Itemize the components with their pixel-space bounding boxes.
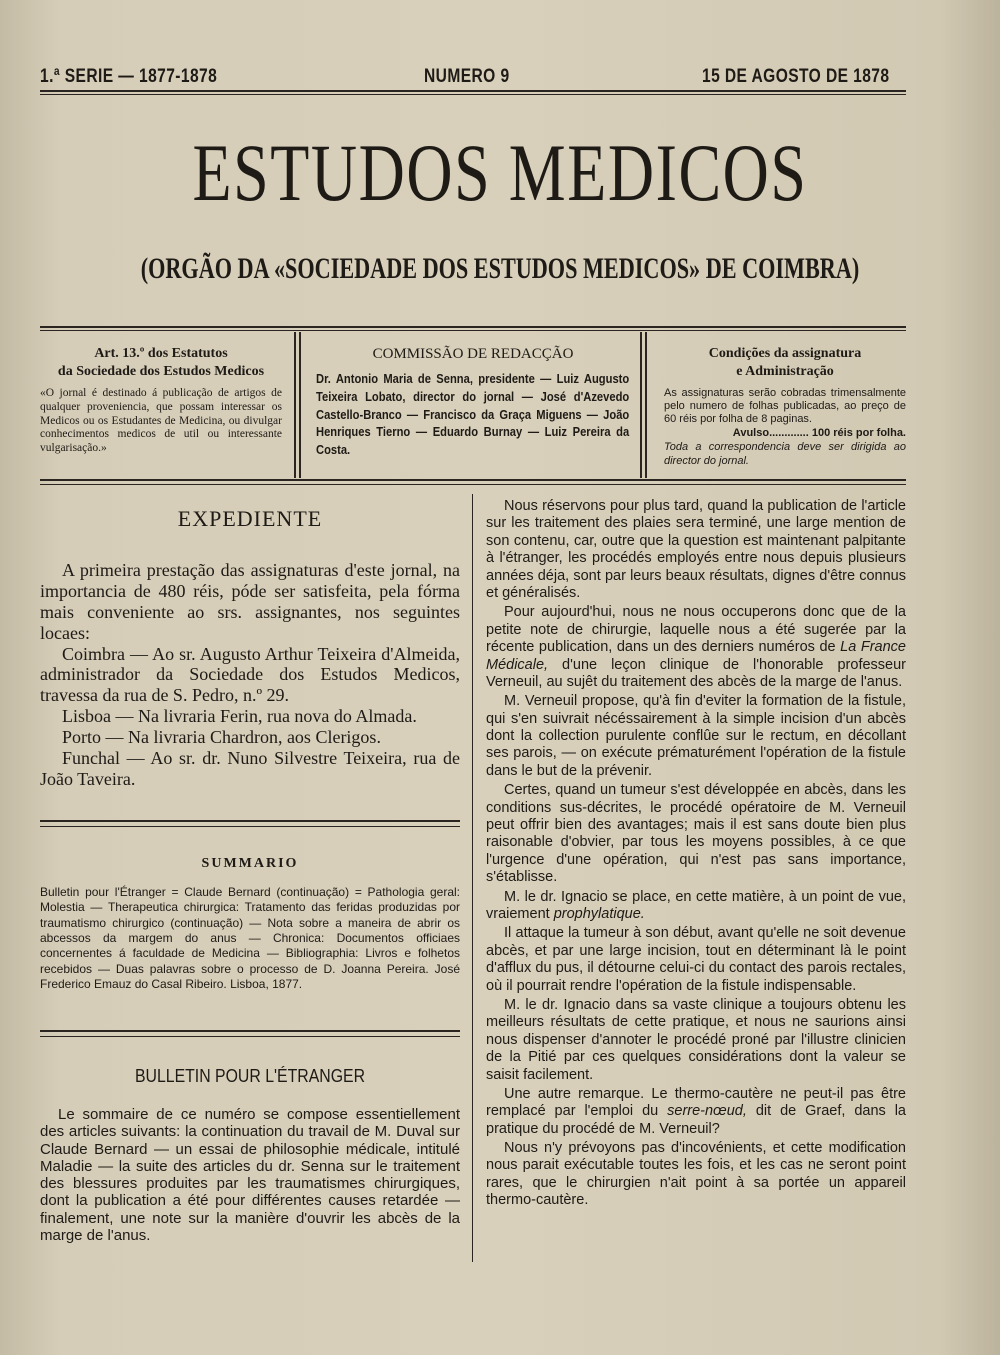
article-text: M. le dr. Ignacio se place, en cette matière, à un point de vue, vraiement — [486, 888, 906, 922]
subscription-text: As assignaturas serão cobradas trimensalmente pelo numero de folhas publicadas, ao preço de 60 réis por folha de 8 paginas. — [664, 387, 906, 426]
committee-members: Dr. Antonio Maria de Senna, presidente — Luiz Augusto Teixeira Lobato, director do jornal — José d'Azevedo Castello-Branco — Francisco da Graça Miguens — João Henriques Tierno — Eduardo Burnay — Luiz Pereira da Costa. — [316, 371, 630, 457]
article-paragraph — [486, 1086, 906, 1138]
summario-text: Bulletin pour l'Étranger = Claude Bernard (continuação) = Pathologia geral: Molestia — Therapeutica chirurgica: Tratamento das feridas produzidas por traumatismo chirurgico (continuação) — Nota sobre a maneira de abrir os abcessos da margem do anus — Chronica: Documentos officiaes concernentes á faculdade de Medicina — Bibliographia: Livros e folhetos recebidos — Duas palavras sobre o processo de D. Joanna Pereira. José Frederico Emauz do Casal Ribeiro. Lisboa, 1877. — [40, 885, 460, 992]
issue-date: 15 DE AGOSTO DE 1878 — [702, 66, 890, 87]
expediente-paragraph: Coimbra — Ao sr. Augusto Arthur Teixeira d'Almeida, administrador da Sociedade dos Estudos Medicos, travessa da rua de S. Pedro, n.º 29. — [40, 643, 460, 706]
article-paragraph: Il attaque la tumeur à son début, avant qu'elle ne soit devenue abcès, et par une large incision, tout en déterminant là le point d'afflux du pus, il détourne celui-ci du contact des parois rectales, où il pourrait rendre l'opération de la fistule indispensable. — [486, 925, 906, 994]
header-rule-thin — [40, 94, 906, 95]
masthead-subtitle: (ORGÃO DA «SOCIEDADE DOS ESTUDOS MEDICOS» DE COIMBRA) — [140, 252, 860, 285]
bulletin-text — [40, 1106, 460, 1244]
expediente-title: EXPEDIENTE — [177, 506, 323, 531]
article-paragraph: M. Verneuil propose, qu'à fin d'eviter la formation de la fistule, qui s'en suivrait nécéssairement à la simple incision d'un abcès dont la collection purulente conflûe sur le rectum, en décollant ses parois, — on exécute prématurément l'opération de la fistule dans le but de la prévenir. — [486, 693, 906, 779]
article-italic: prophylatique. — [553, 905, 645, 922]
subscription-note: Toda a correspondencia deve ser dirigida ao director do jornal. — [664, 441, 906, 468]
article-italic: serre-nœud, — [667, 1103, 747, 1120]
box-bottom-rule-thin — [40, 484, 906, 485]
article-column — [486, 498, 906, 1212]
committee-title: COMMISSÃO DE REDACÇÃO — [372, 346, 574, 362]
box-divider-2b — [645, 332, 647, 478]
series-label: 1.ª SERIE — 1877-1878 — [40, 66, 218, 87]
section-rule — [40, 1030, 460, 1032]
header-rule — [40, 90, 906, 92]
article-paragraph: Nous réservons pour plus tard, quand la publication de l'article sur les traitement des plaies sera terminé, une large mention de son contenu, car, outre que la question est maintenant palpitante à l'étranger, les procédés employés entre nous depuis plusieurs années déja, sont par leurs beaux résultats, dignes d'être connus et généralisés. — [486, 498, 906, 601]
subscription-title-2: e Administração — [736, 364, 834, 380]
article-paragraph: Nous n'y prévoyons pas d'incovénients, et cette modification nous parait exécutable toutes les fois, et les cas ne seront point rares, que le chirurgien n'ait point à sa portée un appareil thermo-cautère. — [486, 1140, 906, 1209]
expediente-paragraph: Porto — Na livraria Chardron, aos Clerigos. — [62, 727, 381, 747]
article-paragraph — [486, 889, 906, 924]
column-divider — [472, 494, 473, 1262]
expediente-paragraph: Funchal — Ao sr. dr. Nuno Silvestre Teixeira, rua de João Taveira. — [40, 747, 460, 789]
article-text: Pour aujourd'hui, nous ne nous occuperons donc que de la petite note de chirurgie, laquelle nous a été sugerée par la récente publication, dans un des derniers numéros de — [486, 604, 906, 656]
box-divider-1b — [299, 332, 301, 478]
expediente-text — [40, 560, 460, 790]
article-text: d'une leçon clinique de l'honorable professeur Verneuil, au sujêt du traitement des abcès de la marge de l'anus. — [486, 656, 906, 690]
section-rule-thin — [40, 1036, 460, 1037]
section-rule — [40, 820, 460, 822]
statutes-text: «O jornal é destinado á publicação de artigos de qualquer proveniencia, que possam interessar os Medicos ou os Estudantes de Medicina, ou divulgar conhecimentos medicos de util ou interessante vulgarisação.» — [40, 387, 282, 454]
issue-number: NUMERO 9 — [424, 66, 510, 87]
statutes-title-2: da Sociedade dos Estudos Medicos — [57, 364, 265, 380]
statutes-title-1: Art. 13.º dos Estatutos — [94, 346, 228, 361]
editorial-committee-box — [316, 345, 630, 459]
statutes-box — [40, 345, 282, 455]
article-italic: La France Médicale, — [486, 639, 906, 673]
box-divider-1 — [294, 332, 296, 478]
subscription-box — [664, 345, 906, 469]
expediente-paragraph: Lisboa — Na livraria Ferin, rua nova do Almada. — [62, 706, 417, 727]
box-divider-2 — [640, 332, 642, 478]
masthead-title: ESTUDOS MEDICOS — [192, 127, 808, 218]
article-text: Une autre remarque. Le thermo-cautère ne peut-il pas être remplacé par l'emploi du — [486, 1085, 906, 1120]
article-paragraph: Certes, quand un tumeur s'est développée en abcès, dans les conditions sus-décrites, le procédé opératoire de M. Verneuil peut offrir bien des avantages; mais il est sans doute bien plus raisonable d'obvier, par tous les moyens possibles, à ce que l'urgence d'une opération, qui n'est pas sans importance, s'établisse. — [486, 782, 906, 886]
box-top-rule — [40, 326, 906, 328]
expediente-paragraph: A primeira prestação das assignaturas d'este jornal, na importancia de 480 réis, póde ser satisfeita, pela fórma mais conveniente ao srs. assignantes, nos seguintes locaes: — [40, 560, 460, 643]
subscription-avulso: Avulso............. 100 réis por folha. — [732, 427, 906, 440]
article-paragraph: M. le dr. Ignacio dans sa vaste clinique a toujours obtenu les meilleurs résultats de cette pratique, et nous ne saurions ainsi nous dispenser d'annoter le procédé proné par l'illustre clinicien de la Pitié par ces quelques considérations dont la valeur se saisit facilement. — [486, 996, 906, 1083]
bulletin-paragraph: Le sommaire de ce numéro se compose essentiellement des articles suivants: la continuation du travail de M. Duval sur Claude Bernard — un essai de philosophie médicale, intitulé Maladie — la suite des articles du dr. Senna sur le traitement des blessures produites par les traumatismes chirurgiques, dont la publication a été pour différentes causes retardée — finalement, une note sur la manière d'ouvrir les abcès de la marge de l'anus. — [40, 1106, 460, 1244]
summario-title: SUMMARIO — [201, 856, 299, 871]
bulletin-title: BULLETIN POUR L'ÉTRANGER — [134, 1066, 366, 1086]
article-paragraph — [486, 604, 906, 691]
box-bottom-rule — [40, 479, 906, 481]
subscription-title-1: Condições da assignatura — [708, 346, 862, 361]
box-top-rule-thin — [40, 330, 906, 331]
article-text: dit de Graef, dans la pratique du procédé de M. Verneuil? — [486, 1103, 906, 1137]
section-rule-thin — [40, 826, 460, 827]
